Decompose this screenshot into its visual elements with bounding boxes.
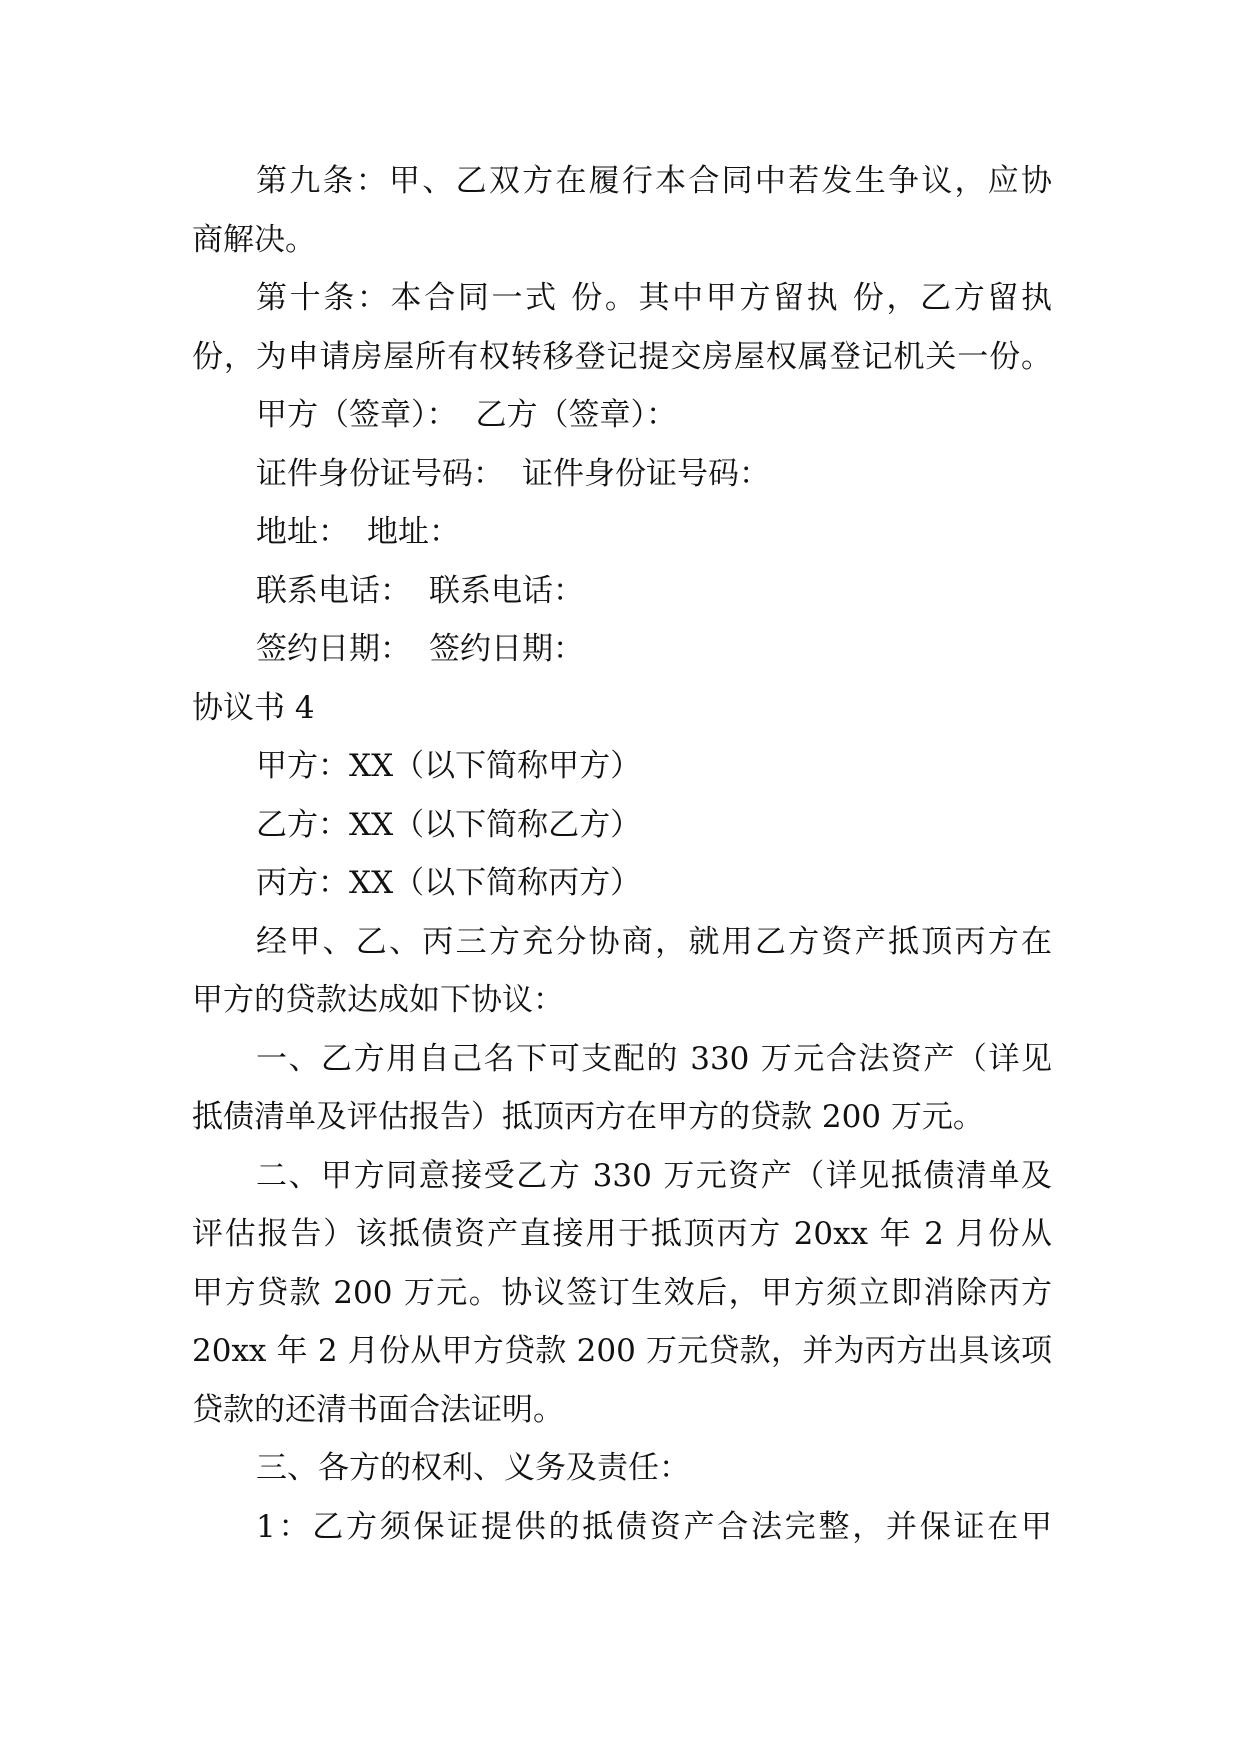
- paragraph-line: 份，为申请房屋所有权转移登记提交房屋权属登记机关一份。: [192, 338, 1052, 375]
- party-b-phone-label: 联系电话：: [429, 572, 584, 609]
- paragraph-line: 抵债清单及评估报告）抵顶丙方在甲方的贷款 200 万元。: [192, 1099, 984, 1135]
- sign-date-row: [192, 620, 1052, 679]
- paragraph-line: 评估报告）该抵债资产直接用于抵顶丙方 20xx 年 2 月份从: [192, 1216, 1052, 1252]
- paragraph-line: 贷款的还清书面合法证明。: [192, 1391, 564, 1428]
- party-b-date-label: 签约日期：: [429, 631, 584, 667]
- signature-row: [192, 386, 1052, 445]
- paragraph-line: 第九条：甲、乙双方在履行本合同中若发生争议，应协: [256, 163, 1052, 199]
- paragraph-line: 1：乙方须保证提供的抵债资产合法完整，并保证在甲: [256, 1508, 1052, 1545]
- paragraph-line: 商解决。: [192, 221, 316, 258]
- party-a-date-label: 签约日期：: [256, 631, 411, 667]
- party-b-line: 乙方：XX（以下简称乙方）: [256, 806, 642, 843]
- party-b-id-label: 证件身份证号码：: [522, 455, 770, 492]
- document-body: [192, 152, 1052, 1556]
- party-c-line: 丙方：XX（以下简称丙方）: [256, 865, 642, 901]
- party-b-signature-label: 乙方（签章）：: [475, 397, 677, 433]
- paragraph-line: 三、各方的权利、义务及责任：: [256, 1450, 690, 1486]
- party-b-address-label: 地址：: [367, 514, 460, 550]
- section-heading: 协议书 4: [192, 689, 315, 726]
- paragraph-line: 第十条：本合同一式 份。其中甲方留执 份，乙方留执: [256, 280, 1052, 316]
- party-a-phone-label: 联系电话：: [256, 572, 411, 609]
- address-row: [192, 503, 1052, 562]
- paragraph-line: 二、甲方同意接受乙方 330 万元资产（详见抵债清单及: [256, 1157, 1052, 1194]
- party-a-id-label: 证件身份证号码：: [256, 455, 504, 492]
- paragraph-line: 经甲、乙、丙三方充分协商，就用乙方资产抵顶丙方在: [256, 923, 1052, 960]
- party-a-address-label: 地址：: [256, 514, 349, 550]
- paragraph-line: 甲方贷款 200 万元。协议签订生效后，甲方须立即消除丙方: [192, 1274, 1052, 1311]
- paragraph-line: 20xx 年 2 月份从甲方贷款 200 万元贷款，并为丙方出具该项: [192, 1333, 1052, 1369]
- paragraph-line: 一、乙方用自己名下可支配的 330 万元合法资产（详见: [256, 1040, 1052, 1077]
- party-a-signature-label: 甲方（签章）：: [256, 397, 458, 433]
- paragraph-line: 甲方的贷款达成如下协议：: [192, 982, 564, 1018]
- party-a-line: 甲方：XX（以下简称甲方）: [256, 748, 642, 784]
- id-number-row: [192, 445, 1052, 504]
- phone-row: [192, 562, 1052, 621]
